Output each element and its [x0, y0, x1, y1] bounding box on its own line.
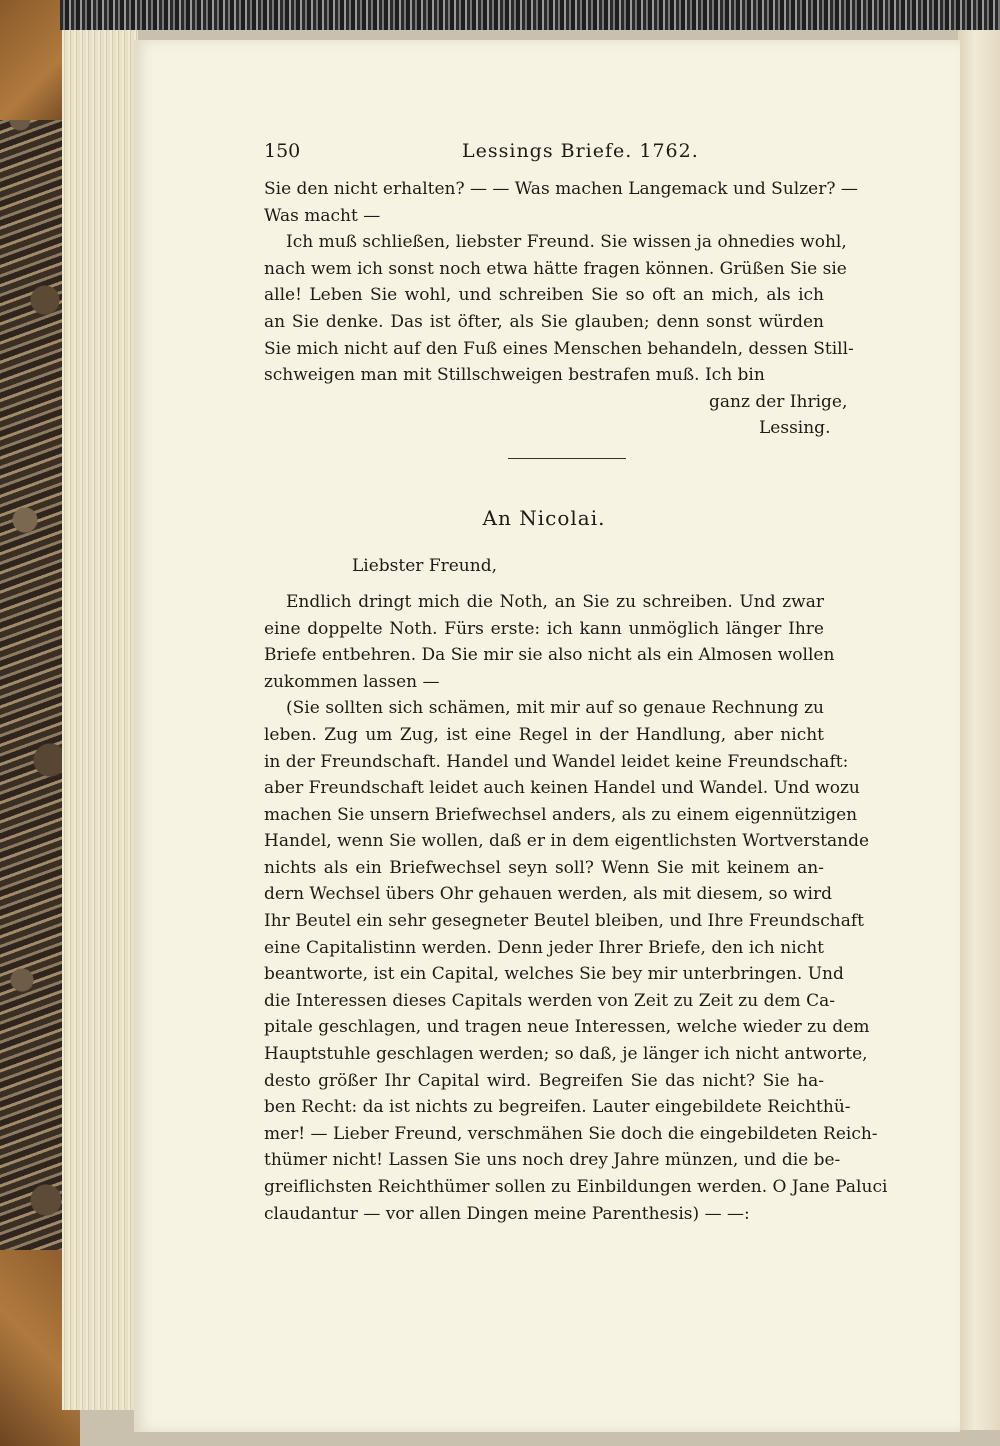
text-line: Ihr Beutel ein sehr gesegneter Beutel bleiben, und Ihre Freundschaft [264, 911, 864, 932]
text-line: Handel, wenn Sie wollen, daß er in dem eigentlichsten Wortverstande [264, 831, 870, 852]
text-line: (Sie sollten sich schämen, mit mir auf so genaue Rechnung zu [286, 698, 824, 719]
book-page [134, 40, 960, 1432]
text-line: machen Sie unsern Briefwechsel anders, als zu einem eigennützigen [264, 804, 858, 825]
text-line: alle! Leben Sie wohl, und schreiben Sie so oft an mich, als ich [264, 285, 824, 306]
book-top-edge [60, 0, 1000, 30]
paragraph-one [264, 589, 835, 695]
text-line: claudantur — vor allen Dingen meine Parenthesis) — —: [264, 1203, 750, 1224]
section-divider [508, 458, 626, 459]
section-heading: An Nicolai. [482, 505, 606, 530]
text-line: Sie mich nicht auf den Fuß eines Menschen behandeln, dessen Still- [264, 338, 854, 359]
text-line: dern Wechsel übers Ohr gehauen werden, als mit diesem, so wird [264, 884, 832, 905]
page-stack-edge [62, 30, 138, 1410]
text-line: eine doppelte Noth. Fürs erste: ich kann unmöglich länger Ihre [264, 618, 824, 639]
text-line: eine Capitalistinn werden. Denn jeder Ihrer Briefe, den ich nicht [264, 937, 824, 958]
closing: ganz der Ihrige, [709, 391, 848, 412]
text-block [264, 140, 888, 1227]
salutation: Liebster Freund, [352, 555, 497, 576]
text-line: aber Freundschaft leidet auch keinen Handel und Wandel. Und wozu [264, 778, 860, 799]
letter-one-paragraph [264, 229, 854, 389]
text-line: nach wem ich sonst noch etwa hätte fragen können. Grüßen Sie sie [264, 258, 847, 279]
text-line: desto größer Ihr Capital wird. Begreifen Sie das nicht? Sie ha- [264, 1070, 824, 1091]
text-line: beantworte, ist ein Capital, welches Sie bey mir unterbringen. Und [264, 964, 844, 985]
text-line: in der Freundschaft. Handel und Wandel leidet keine Freundschaft: [264, 751, 849, 772]
text-line: Hauptstuhle geschlagen werden; so daß, je länger ich nicht antworte, [264, 1044, 868, 1065]
text-line: zukommen lassen — [264, 671, 440, 692]
text-line: thümer nicht! Lassen Sie uns noch drey Jahre münzen, und die be- [264, 1150, 841, 1171]
text-line: mer! — Lieber Freund, verschmähen Sie doch die eingebildeten Reich- [264, 1123, 878, 1144]
text-line: die Interessen dieses Capitals werden von Zeit zu Zeit zu dem Ca- [264, 990, 835, 1011]
letter-one-continuation [264, 176, 858, 229]
page-number: 150 [264, 140, 301, 162]
text-line: Was macht — [264, 205, 381, 226]
page-header [264, 140, 824, 176]
text-line: Briefe entbehren. Da Sie mir sie also nicht als ein Almosen wollen [264, 645, 835, 666]
paragraph-two [264, 695, 888, 1227]
text-line: greiflichsten Reichthümer sollen zu Einbildungen werden. O Jane Paluci [264, 1177, 888, 1197]
text-line: schweigen man mit Stillschweigen bestrafen muß. Ich bin [264, 365, 765, 386]
text-line: Endlich dringt mich die Noth, an Sie zu schreiben. Und zwar [286, 591, 824, 612]
text-line: Ich muß schließen, liebster Freund. Sie wissen ja ohnedies wohl, [286, 232, 847, 253]
text-line: pitale geschlagen, und tragen neue Interessen, welche wieder zu dem [264, 1017, 870, 1038]
text-line: ben Recht: da ist nichts zu begreifen. Lauter eingebildete Reichthü- [264, 1097, 851, 1118]
running-title: Lessings Briefe. 1762. [462, 140, 699, 162]
text-line: leben. Zug um Zug, ist eine Regel in der Handlung, aber nicht [264, 724, 824, 745]
text-line: an Sie denke. Das ist öfter, als Sie glauben; denn sonst würden [264, 311, 824, 332]
text-line: Sie den nicht erhalten? — — Was machen Langemack und Sulzer? — [264, 179, 858, 199]
text-line: nichts als ein Briefwechsel seyn soll? Wenn Sie mit keinem an- [264, 857, 824, 878]
facing-page-edge [958, 30, 1000, 1430]
signature: Lessing. [759, 418, 831, 439]
